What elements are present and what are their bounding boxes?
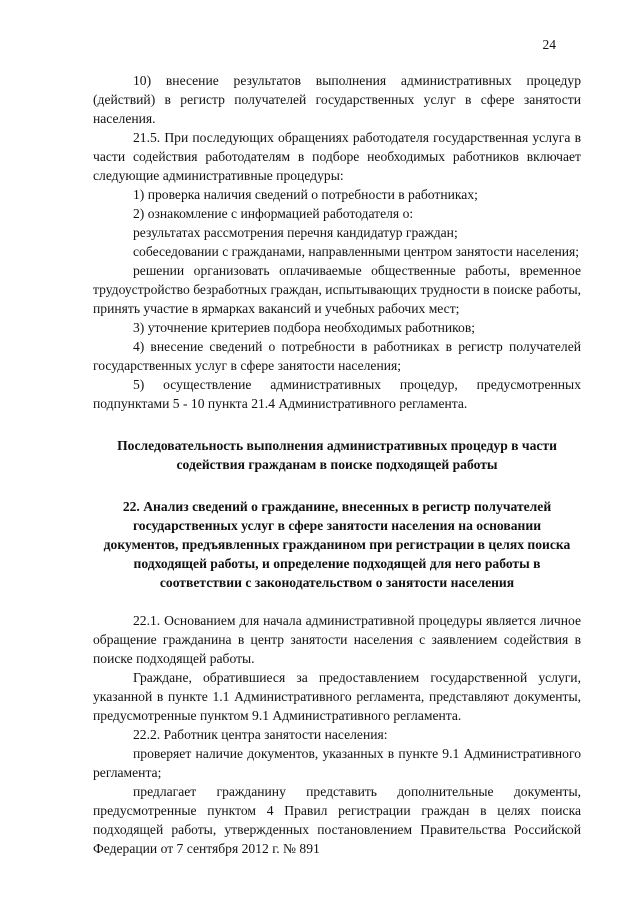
subsection-heading: 22. Анализ сведений о гражданине, внесенных в регистр получателей государственных услуг в сфере занятости населения на основании документов, предъявленных гражданином при регистрации в целях поиска подходящей работы, и определение подходящей для него работы в соответствии с законодательством о занятости населения: [103, 499, 571, 590]
list-item: 2) ознакомление с информацией работодателя о:: [133, 206, 414, 221]
paragraph: 22.1. Основанием для начала административной процедуры является личное обращение гражданина в центр занятости населения с заявлением содействия в поиске подходящей работы.: [93, 613, 581, 666]
section-spacer: [93, 413, 581, 436]
section-heading: Последовательность выполнения административных процедур в части содействия гражданам в поиске подходящей работы: [117, 438, 557, 472]
paragraph: предлагает гражданину представить дополнительные документы, предусмотренные пунктом 4 Правил регистрации граждан в целях поиска подходящей работы, утвержденных постановлением Правительства Российской Федерации от 7 сентября 2012 г. № 891: [93, 784, 581, 856]
page-number: 24: [542, 37, 556, 52]
paragraph: проверяет наличие документов, указанных в пункте 9.1 Административного регламента;: [93, 746, 581, 780]
paragraph: 21.5. При последующих обращениях работодателя государственная услуга в части содействия работодателям в подборе необходимых работников включает следующие административные процедуры:: [93, 130, 581, 183]
paragraph: 22.2. Работник центра занятости населения:: [133, 727, 388, 742]
list-item: результатах рассмотрения перечня кандидатур граждан;: [133, 225, 458, 240]
section-spacer: [93, 474, 581, 497]
paragraph: Граждане, обратившиеся за предоставлением государственной услуги, указанной в пункте 1.1 Административного регламента, представляют документы, предусмотренные пунктом 9.1 Административного регламента.: [93, 670, 581, 723]
paragraph: 10) внесение результатов выполнения административных процедур (действий) в регистр получателей государственных услуг в сфере занятости населения.: [93, 73, 581, 126]
list-item: 4) внесение сведений о потребности в работниках в регистр получателей государственных услуг в сфере занятости населения;: [93, 339, 581, 373]
list-item: собеседовании с гражданами, направленными центром занятости населения;: [133, 244, 580, 259]
document-body: [93, 71, 581, 858]
list-item: 5) осуществление административных процедур, предусмотренных подпунктами 5 - 10 пункта 21.4 Административного регламента.: [93, 377, 581, 411]
list-item: 1) проверка наличия сведений о потребности в работниках;: [133, 187, 478, 202]
section-spacer: [93, 592, 581, 611]
list-item: решении организовать оплачиваемые общественные работы, временное трудоустройство безработных граждан, испытывающих трудности в поиске работы, принять участие в ярмарках вакансий и учебных рабочих мест;: [93, 263, 581, 316]
list-item: 3) уточнение критериев подбора необходимых работников;: [133, 320, 476, 335]
